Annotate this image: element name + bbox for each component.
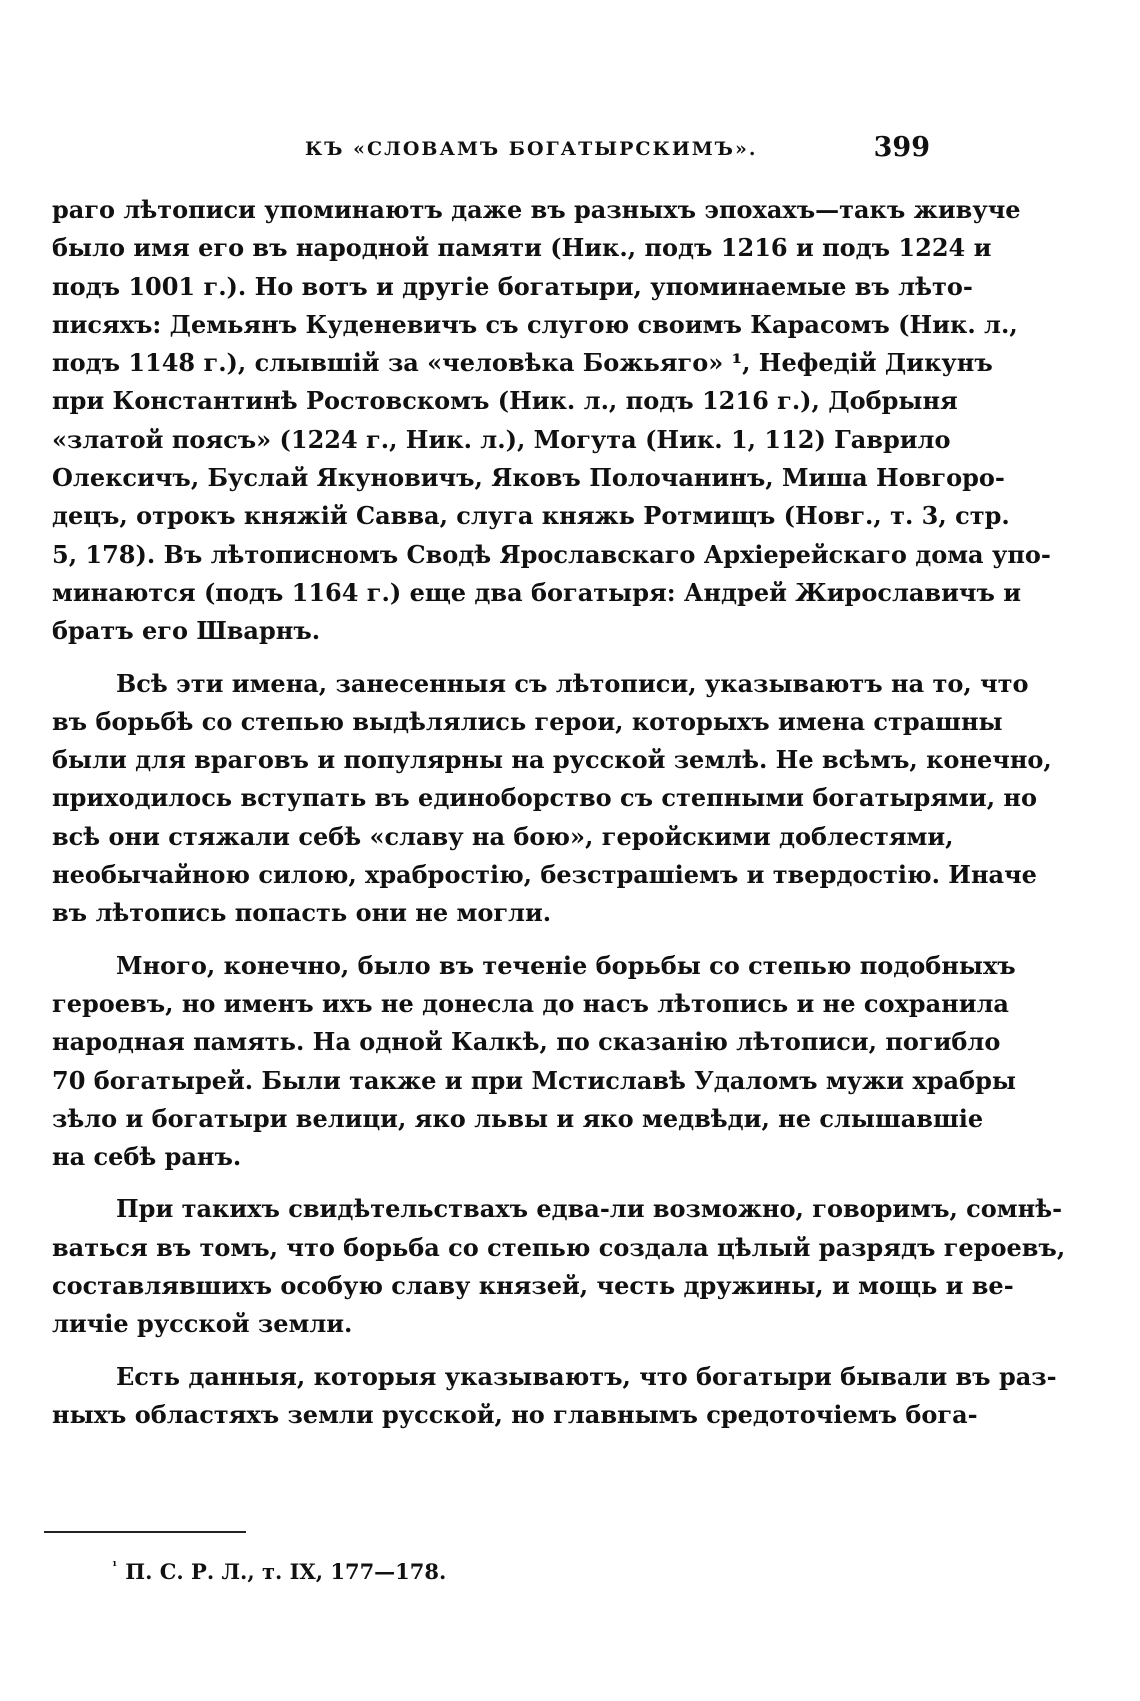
paragraph (52, 191, 1051, 651)
text-line: въ борьбѣ со степью выдѣлялись герои, которыхъ имена страшны (52, 706, 1003, 736)
text-line: зѣло и богатыри велици, яко львы и яко медвѣди, не слышавшіе (52, 1103, 984, 1133)
paragraph (52, 1190, 1066, 1343)
text-line: героевъ, но именъ ихъ не донесла до насъ лѣтопись и не сохранила (52, 988, 1009, 1018)
paragraph (52, 947, 1016, 1177)
text-line: Олексичъ, Буслай Якуновичъ, Яковъ Полочанинъ, Миша Новгоро- (52, 463, 1005, 493)
footnote-marker: ¹ (112, 1559, 118, 1573)
text-line: Всѣ эти имена, занесенныя съ лѣтописи, указываютъ на то, что (116, 668, 1029, 698)
text-line: необычайною силою, храбростію, безстрашіемъ и твердостію. Иначе (52, 860, 1037, 890)
text-line: писяхъ: Демьянъ Куденевичъ съ слугою своимъ Карасомъ (Ник. л., (52, 309, 1018, 339)
paragraph (52, 665, 1052, 933)
page-header (60, 132, 930, 178)
text-line: децъ, отрокъ княжій Савва, слуга княжь Ротмищъ (Новг., т. 3, стр. (52, 501, 1010, 531)
paragraph-gap (52, 933, 922, 947)
text-line: подъ 1148 г.), слывшій за «человѣка Божьяго» ¹, Нефедій Дикунъ (52, 348, 993, 378)
paragraph-gap (52, 1176, 922, 1190)
text-line: приходилось вступать въ единоборство съ степными богатырями, но (52, 783, 1037, 813)
text-line: составлявшихъ особую славу князей, честь дружины, и мощь и ве- (52, 1271, 1014, 1301)
text-line: ныхъ областяхъ земли русской, но главнымъ средоточіемъ бога- (52, 1399, 978, 1429)
text-line: 5, 178). Въ лѣтописномъ Сводѣ Ярославскаго Архіерейскаго дома упо- (52, 539, 1051, 569)
text-line: Много, конечно, было въ теченіе борьбы со степью подобныхъ (116, 950, 1016, 980)
text-line: 70 богатырей. Были также и при Мстиславѣ Удаломъ мужи храбры (52, 1065, 1016, 1095)
text-line: было имя его въ народной памяти (Ник., подъ 1216 и подъ 1224 и (52, 233, 992, 263)
text-line: въ лѣтопись попасть они не могли. (52, 898, 552, 928)
footnote (112, 1559, 446, 1584)
text-line: народная память. На одной Калкѣ, по сказанію лѣтописи, погибло (52, 1027, 1001, 1057)
footnote-divider (44, 1531, 246, 1533)
text-line: личіе русской земли. (52, 1309, 353, 1339)
paragraph (52, 1358, 1057, 1435)
text-line: ваться въ томъ, что борьба со степью создала цѣлый разрядъ героевъ, (52, 1232, 1066, 1262)
paragraph-gap (52, 651, 922, 665)
body-text (52, 191, 1066, 1434)
text-line: братъ его Шварнъ. (52, 616, 321, 646)
text-line: При такихъ свидѣтельствахъ едва-ли возможно, говоримъ, сомнѣ- (116, 1194, 1063, 1224)
text-line: на себѣ ранъ. (52, 1142, 242, 1172)
text-line: всѣ они стяжали себѣ «славу на бою», геройскими доблестями, (52, 821, 954, 851)
text-line: раго лѣтописи упоминаютъ даже въ разныхъ эпохахъ—такъ живуче (52, 195, 1021, 224)
footnote-text: П. С. Р. Л., т. IX, 177—178. (125, 1559, 447, 1584)
text-line: при Константинѣ Ростовскомъ (Ник. л., подъ 1216 г.), Добрыня (52, 386, 958, 416)
page-number: 399 (873, 132, 930, 163)
text-line: минаются (подъ 1164 г.) еще два богатыря: Андрей Жирославичъ и (52, 577, 1022, 607)
running-head: КЪ «СЛОВАМЪ БОГАТЫРСКИМЪ». (305, 138, 758, 160)
paragraph-gap (52, 1344, 922, 1358)
text-line: подъ 1001 г.). Но вотъ и другіе богатыри, упоминаемые въ лѣто- (52, 271, 973, 301)
text-line: «златой поясъ» (1224 г., Ник. л.), Могута (Ник. 1, 112) Гаврило (52, 424, 951, 454)
text-line: Есть данныя, которыя указываютъ, что богатыри бывали въ раз- (116, 1361, 1057, 1391)
text-line: были для враговъ и популярны на русской землѣ. Не всѣмъ, конечно, (52, 745, 1052, 775)
